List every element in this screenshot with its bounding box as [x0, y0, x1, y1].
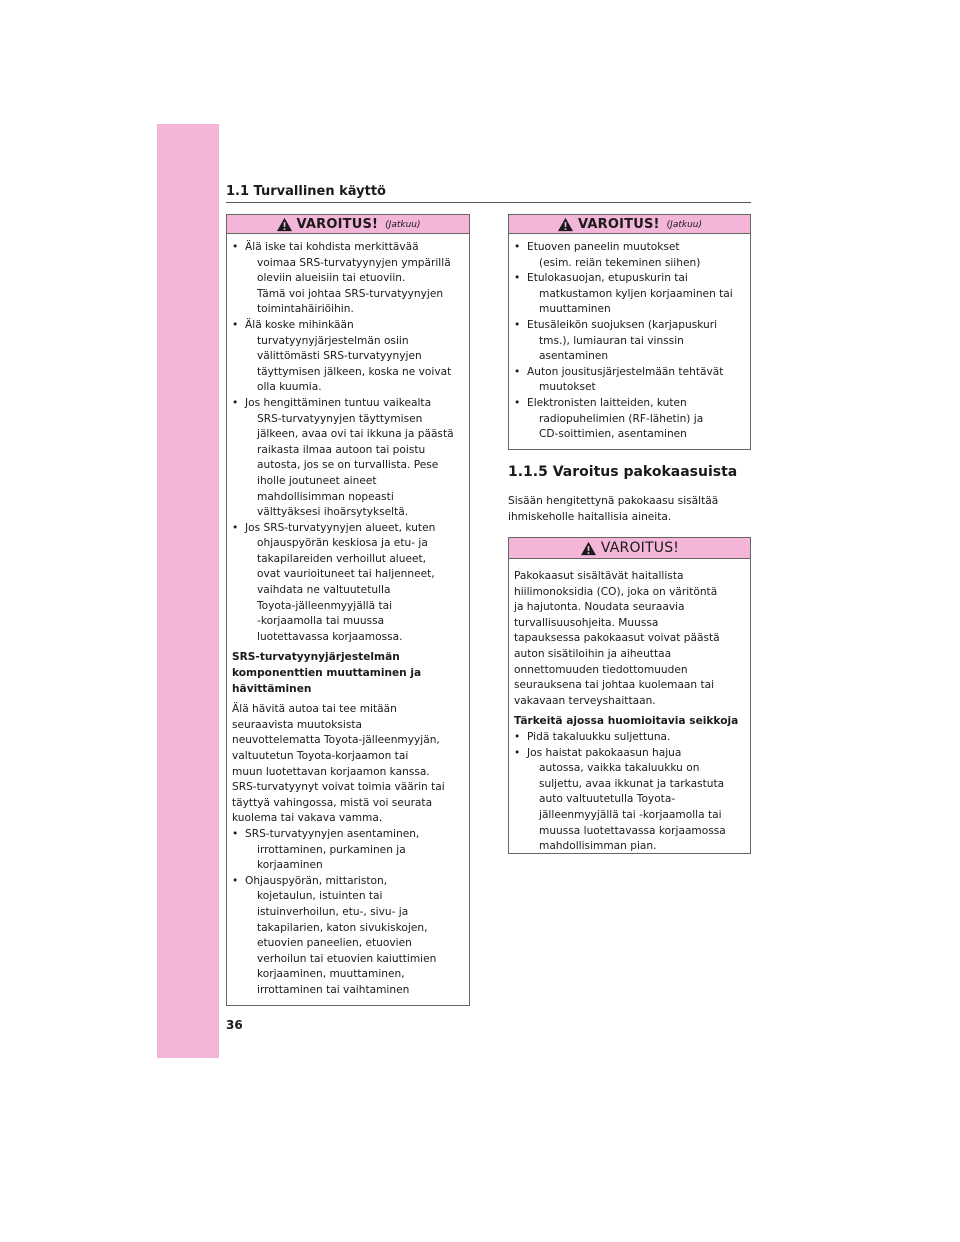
bullet-dot: •: [232, 241, 239, 253]
bullet-continuation-line: oleviin alueisiin tai etuoviin.: [257, 272, 406, 285]
bullet-continuation-line: asentaminen: [539, 350, 609, 363]
bullet-continuation-line: etuovien paneelien, etuovien: [257, 937, 412, 950]
bullet-first-line: Jos SRS-turvatyynyjen alueet, kuten: [245, 521, 436, 534]
paragraph-line: Älä hävitä autoa tai tee mitään: [232, 703, 397, 716]
paragraph-line: seuraavista muutoksista: [232, 718, 362, 731]
bullet-continuation-line: iholle joutuneet aineet: [257, 474, 377, 487]
warning-box-left: [226, 214, 470, 1006]
subheading-line: Tärkeitä ajossa huomioitavia seikkoja: [514, 715, 739, 728]
bullet-item: [232, 874, 464, 999]
bullet-continuation-line: -korjaamolla tai muussa: [257, 615, 385, 628]
paragraph-line: täyttyä vahingossa, mistä voi seurata: [232, 796, 433, 809]
bullet-continuation-line: korjaaminen: [257, 859, 323, 872]
paragraph-line: hiilimonoksidia (CO), joka on väritöntä: [514, 585, 718, 598]
subheading-line: SRS-turvatyynyjärjestelmän: [232, 651, 400, 664]
intro-line: ihmiskeholle haitallisia aineita.: [508, 511, 672, 523]
bullet-continuation-line: irrottaminen tai vaihtaminen: [257, 983, 410, 996]
paragraph-line: auton sisätiloihin ja aiheuttaa: [514, 647, 672, 660]
bullet-continuation-line: verhoilun tai etuovien kaiuttimien: [257, 952, 437, 965]
bullet-continuation-line: täyttymisen jälkeen, koska ne voivat: [257, 365, 452, 378]
bullet-first-line: Älä iske tai kohdista merkittävää: [245, 241, 419, 253]
subheading-line: hävittäminen: [232, 682, 312, 695]
warning-box-header: [509, 538, 750, 559]
bullet-first-line: Elektronisten laitteiden, kuten: [527, 396, 687, 409]
paragraph-line: tapauksessa pakokaasut voivat päästä: [514, 632, 720, 645]
intro-line: Sisään hengitettynä pakokaasu sisältää: [508, 495, 719, 507]
warning-box-exhaust: [508, 537, 751, 854]
bullet-continuation-line: välittömästi SRS-turvatyynyjen: [257, 350, 422, 363]
bullet-continuation-line: autosta, jos se on turvallista. Pese: [257, 459, 439, 472]
bullet-continuation-line: voimaa SRS-turvatyynyjen ympärillä: [257, 256, 451, 269]
warning-body: [227, 234, 469, 999]
page-number: 36: [226, 1018, 243, 1032]
warning-title: VAROITUS!: [578, 216, 660, 232]
bullet-continuation-line: Tämä voi johtaa SRS-turvatyynyjen: [257, 287, 444, 300]
bullet-continuation-line: Toyota-jälleenmyyjällä tai: [257, 599, 393, 612]
chapter-tab: [157, 124, 219, 1058]
bullet-dot: •: [232, 874, 239, 887]
bullet-continuation-line: välttyäksesi ihoärsytykseltä.: [257, 506, 409, 519]
bullet-item: [232, 396, 464, 521]
warning-body: [509, 559, 750, 855]
bullet-continuation-line: korjaaminen, muuttaminen,: [257, 968, 405, 981]
bullet-continuation-line: jälleenmyyjällä tai -korjaamolla tai: [539, 808, 722, 821]
warning-box-header: [509, 215, 750, 234]
bullet-first-line: Etulokasuojan, etupuskurin tai: [527, 272, 688, 285]
warning-body: [509, 234, 750, 443]
bullet-item: [232, 318, 464, 396]
warning-triangle-icon: [557, 217, 574, 232]
paragraph-line: Pakokaasut sisältävät haitallista: [514, 570, 684, 582]
bullet-item: [232, 521, 464, 646]
paragraph-line: vakavaan terveyshaittaan.: [514, 694, 656, 707]
bullet-first-line: Älä koske mihinkään: [245, 318, 354, 331]
bullet-continuation-line: olla kuumia.: [257, 381, 322, 394]
bullet-first-line: SRS-turvatyynyjen asentaminen,: [245, 827, 420, 840]
section-header: [226, 180, 751, 203]
warning-title: VAROITUS!: [296, 216, 379, 232]
bullet-continuation-line: tms.), lumiauran tai vinssin: [539, 334, 684, 347]
bullet-continuation-line: irrottaminen, purkaminen ja: [257, 843, 406, 856]
bullet-dot: •: [232, 827, 239, 840]
bullet-continuation-line: toimintahäiriöihin.: [257, 303, 354, 316]
bullet-continuation-line: ovat vaurioituneet tai haljenneet,: [257, 568, 435, 581]
bullet-continuation-line: SRS-turvatyynyjen täyttymisen: [257, 412, 423, 425]
bullet-dot: •: [514, 746, 521, 759]
bullet-continuation-line: vaihdata ne valtuutetulla: [257, 584, 391, 597]
bullet-dot: •: [232, 521, 239, 534]
bullet-continuation-line: matkustamon kyljen korjaaminen tai: [539, 287, 733, 300]
continued-label: (Jatkuu): [666, 220, 702, 230]
section-heading: 1.1.5 Varoitus pakokaasuista: [508, 464, 738, 480]
paragraph-line: seurauksena tai johtaa kuolemaan tai: [514, 679, 715, 692]
warning-box-header: [227, 215, 469, 234]
bullet-continuation-line: raikasta ilmaa autoon tai poistu: [257, 443, 426, 456]
warning-triangle-icon: [580, 541, 597, 556]
bullet-dot: •: [514, 241, 521, 253]
bullet-continuation-line: takapilarien, katon sivukiskojen,: [257, 921, 428, 934]
bullet-continuation-line: (esim. reiän tekeminen siihen): [539, 256, 701, 269]
bullet-continuation-line: luotettavassa korjaamossa.: [257, 630, 403, 643]
bullet-dot: •: [514, 396, 521, 409]
paragraph-line: SRS-turvatyynyt voivat toimia väärin tai: [232, 781, 445, 794]
bullet-dot: •: [514, 318, 521, 331]
bullet-first-line: Jos hengittäminen tuntuu vaikealta: [245, 396, 432, 409]
section-title: 1.1 Turvallinen käyttö: [226, 184, 386, 199]
paragraph-line: neuvottelematta Toyota-jälleenmyyjän,: [232, 734, 440, 747]
bullet-first-line: Jos haistat pakokaasun hajua: [527, 746, 682, 759]
bullet-continuation-line: suljettu, avaa ikkunat ja tarkastuta: [539, 777, 725, 790]
bullet-continuation-line: muutokset: [539, 381, 596, 394]
bullet-dot: •: [514, 272, 521, 285]
bullet-first-line: Pidä takaluukku suljettuna.: [527, 730, 671, 743]
bullet-item: [514, 240, 745, 271]
bullet-dot: •: [514, 730, 521, 743]
bullet-continuation-line: kojetaulun, istuinten tai: [257, 890, 383, 903]
bullet-continuation-line: istuinverhoilun, etu-, sivu- ja: [257, 905, 409, 918]
bullet-continuation-line: ohjauspyörän keskiosa ja etu- ja: [257, 537, 428, 550]
bullet-continuation-line: muuttaminen: [539, 303, 611, 316]
bullet-continuation-line: mahdollisimman nopeasti: [257, 490, 394, 503]
bullet-item: [514, 730, 745, 746]
bullet-item: [514, 318, 745, 365]
section-intro: [508, 493, 751, 525]
bullet-item: [514, 746, 745, 855]
bullet-continuation-line: turvatyynyjärjestelmän osiin: [257, 334, 409, 347]
bullet-item: [232, 240, 464, 318]
bullet-continuation-line: autossa, vaikka takaluukku on: [539, 762, 700, 775]
paragraph-line: onnettomuuden tiedottomuuden: [514, 663, 688, 676]
warning-title: VAROITUS!: [600, 540, 680, 556]
paragraph-line: muun luotettavan korjaamon kanssa.: [232, 765, 430, 778]
bullet-continuation-line: mahdollisimman pian.: [539, 840, 657, 853]
continued-label: (Jatkuu): [385, 220, 421, 230]
paragraph-line: kuolema tai vakava vamma.: [232, 812, 383, 825]
warning-triangle-icon: [276, 217, 293, 232]
paragraph-line: valtuutetun Toyota-korjaamon tai: [232, 750, 409, 762]
bullet-first-line: Etusäleikön suojuksen (karjapuskuri: [527, 318, 718, 331]
bullet-first-line: Auton jousitusjärjestelmään tehtävät: [527, 365, 724, 378]
paragraph-line: turvallisuusohjeita. Muussa: [514, 616, 659, 629]
bullet-dot: •: [232, 396, 239, 409]
bullet-continuation-line: jälkeen, avaa ovi tai ikkuna ja päästä: [257, 428, 454, 441]
bullet-first-line: Ohjauspyörän, mittariston,: [245, 874, 388, 887]
bullet-continuation-line: muussa luotettavassa korjaamossa: [539, 824, 726, 837]
warning-box-right-continued: [508, 214, 751, 450]
bullet-first-line: Etuoven paneelin muutokset: [527, 241, 680, 253]
subheading-line: komponenttien muuttaminen ja: [232, 667, 422, 680]
bullet-item: [232, 827, 464, 874]
bullet-item: [514, 365, 745, 396]
bullet-continuation-line: auto valtuutetulla Toyota-: [539, 793, 676, 806]
bullet-item: [514, 396, 745, 443]
bullet-dot: •: [514, 365, 521, 378]
bullet-continuation-line: takapilareiden verhoillut alueet,: [257, 552, 427, 565]
paragraph-line: ja hajutonta. Noudata seuraavia: [514, 601, 685, 614]
bullet-continuation-line: radiopuhelimien (RF-lähetin) ja: [539, 412, 704, 425]
bullet-item: [514, 271, 745, 318]
bullet-continuation-line: CD-soittimien, asentaminen: [539, 428, 687, 441]
bullet-dot: •: [232, 318, 239, 331]
